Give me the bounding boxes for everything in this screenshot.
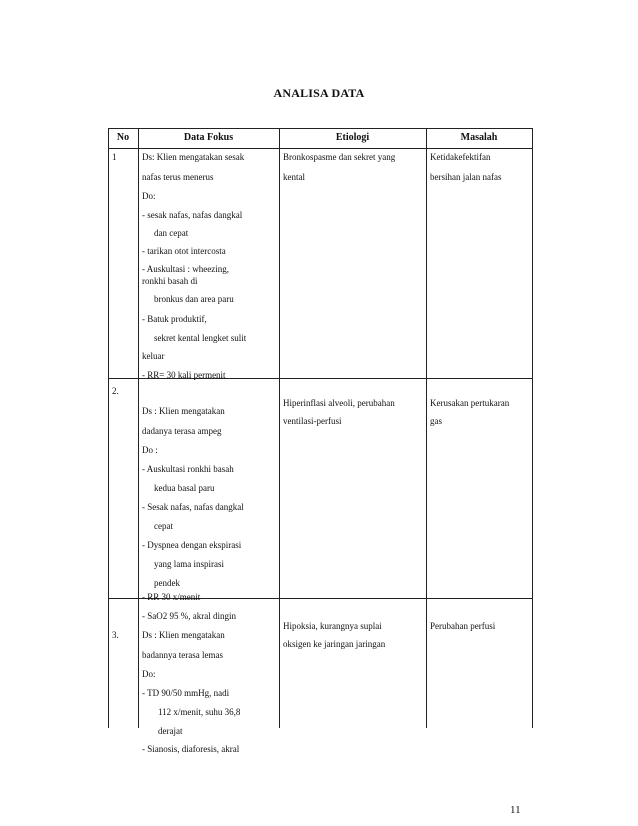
row-3-etiologi-line: oksigen ke jaringan jaringan: [283, 639, 386, 649]
table-border-right: [532, 128, 533, 728]
row-1-masalah-line: Ketidakefektifan: [430, 152, 491, 162]
row-3-data-line: Ds : Klien mengatakan: [142, 630, 225, 640]
row-3-data-line: - TD 90/50 mmHg, nadi: [142, 688, 230, 698]
row-3-masalah-line: Perubahan perfusi: [430, 621, 496, 631]
row-2-data-line: - Dyspnea dengan ekspirasi: [142, 540, 242, 550]
row-1-data-line: - sesak nafas, nafas dangkal: [142, 210, 243, 220]
table-border-top: [108, 128, 533, 129]
row-3-data-line: derajat: [158, 726, 183, 736]
row-2-data-line: pendek: [154, 578, 180, 588]
row-1-data-line: ronkhi basah di: [142, 276, 198, 286]
row-3-data-line: - SaO2 95 %, akral dingin: [142, 611, 236, 621]
row-3-no: 3.: [112, 630, 119, 640]
row-2-data-line: - Sesak nafas, nafas dangkal: [142, 502, 244, 512]
row-1-no: 1: [112, 152, 117, 162]
header-divider: [108, 148, 533, 149]
row-2-data-line: yang lama inspirasi: [154, 559, 224, 569]
row-1-data-line: - tarikan otot intercosta: [142, 246, 226, 256]
row-3-etiologi-line: Hipoksia, kurangnya suplai: [283, 621, 382, 631]
row-3-data-line: Do:: [142, 669, 156, 679]
row-1-data-line: nafas terus menerus: [142, 172, 214, 182]
row-2-etiologi-line: Hiperinflasi alveoli, perubahan: [283, 398, 395, 408]
row-1-data-line: keluar: [142, 351, 165, 361]
row-1-data-line: - Batuk produktif,: [142, 314, 207, 324]
row-3-data-line: - Sianosis, diaforesis, akral: [142, 744, 240, 754]
header-masalah: Masalah: [460, 132, 498, 143]
row-2-data-line: kedua basal paru: [154, 483, 215, 493]
header-data-fokus: Data Fokus: [183, 132, 234, 143]
analysis-table: [108, 128, 533, 754]
col-divider-data: [279, 128, 280, 728]
table-border-left: [108, 128, 109, 728]
row-2-data-line: Ds : Klien mengatakan: [142, 406, 225, 416]
col-divider-no: [138, 128, 139, 728]
row-1-masalah-line: bersihan jalan nafas: [430, 172, 502, 182]
row-2-masalah-line: Kerusakan pertukaran: [430, 398, 510, 408]
row-1-data-line: sekret kental lengket sulit: [154, 333, 247, 343]
header-etiologi: Etiologi: [335, 132, 370, 143]
row-3-data-line: 112 x/menit, suhu 36,8: [158, 707, 241, 717]
row-2-data-line: - Auskultasi ronkhi basah: [142, 464, 234, 474]
row-1-data-line: Do:: [142, 191, 156, 201]
header-no: No: [116, 132, 130, 143]
row-1-data-line: - Auskultasi : wheezing,: [142, 264, 229, 274]
row-3-data-line: badannya terasa lemas: [142, 650, 223, 660]
row-2-data-line: cepat: [154, 521, 173, 531]
col-divider-etiologi: [426, 128, 427, 728]
document-title: ANALISA DATA: [273, 86, 365, 100]
row-2-no: 2.: [112, 386, 119, 396]
row-1-data-line: - RR= 30 kali permenit: [142, 370, 226, 380]
row-2-data-line: - RR 30 x/menit: [142, 592, 201, 602]
row-1-etiologi-line: kental: [283, 172, 305, 182]
row-2-etiologi-line: ventilasi-perfusi: [283, 416, 342, 426]
row-1-etiologi-line: Bronkospasme dan sekret yang: [283, 152, 396, 162]
row-1-data-line: Ds: Klien mengatakan sesak: [142, 152, 245, 162]
page-number: 11: [510, 804, 521, 816]
row-2-data-line: dadanya terasa ampeg: [142, 426, 222, 436]
row-2-data-line: Do :: [142, 445, 158, 455]
row-1-data-line: bronkus dan area paru: [154, 294, 234, 304]
row-1-data-line: dan cepat: [154, 228, 189, 238]
row-2-masalah-line: gas: [430, 416, 442, 426]
